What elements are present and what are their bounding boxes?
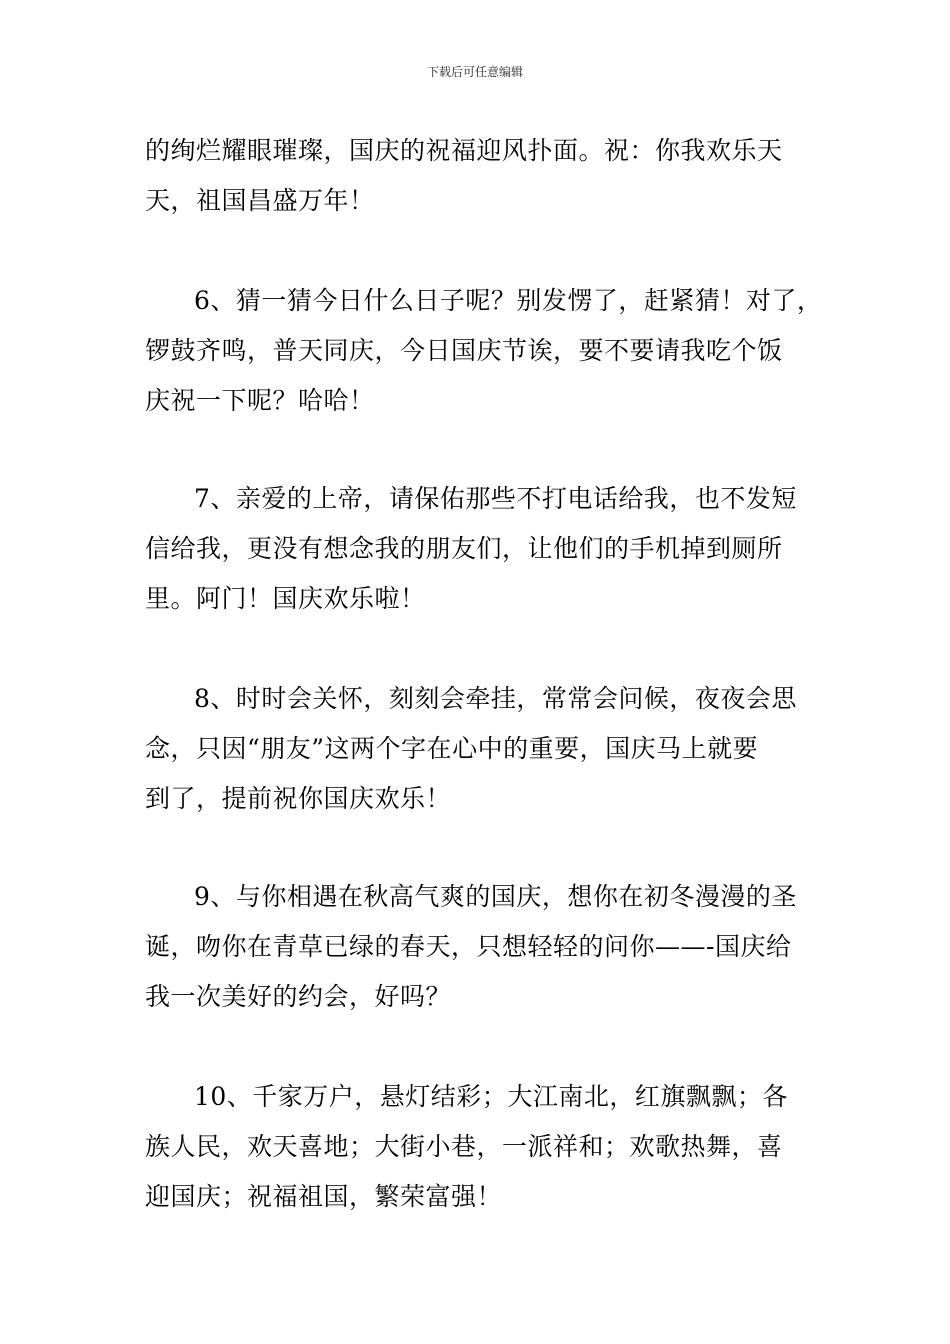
paragraph-line: 7、亲爱的上帝，请保佑那些不打电话给我，也不发短	[194, 484, 797, 513]
paragraph-line: 念，只因“朋友”这两个字在心中的重要，国庆马上就要	[145, 734, 759, 763]
paragraph-line: 信给我，更没有想念我的朋友们，让他们的手机掉到厕所	[145, 534, 783, 563]
paragraph-line: 的绚烂耀眼璀璨，国庆的祝福迎风扑面。祝：你我欢乐天	[145, 136, 783, 165]
paragraph-line: 9、与你相遇在秋高气爽的国庆，想你在初冬漫漫的圣	[194, 882, 797, 911]
header-note: 下载后可任意编辑	[426, 65, 523, 79]
paragraph-line: 诞，吻你在青草已绿的春天，只想轻轻的问你——-国庆给	[145, 932, 792, 961]
paragraph-line: 10、千家万户，悬灯结彩；大江南北，红旗飘飘；各	[194, 1082, 788, 1111]
paragraph-line: 8、时时会关怀，刻刻会牵挂，常常会问候，夜夜会思	[194, 684, 797, 713]
paragraph-line: 6、猜一猜今日什么日子呢？别发愣了，赶紧猜！对了，	[194, 286, 823, 315]
paragraph-line: 里。阿门！国庆欢乐啦！	[145, 584, 426, 613]
paragraph-line: 族人民，欢天喜地；大街小巷，一派祥和；欢歌热舞，喜	[145, 1132, 783, 1161]
paragraph-line: 锣鼓齐鸣，普天同庆，今日国庆节诶，要不要请我吃个饭	[145, 336, 783, 365]
paragraph-line: 庆祝一下呢？哈哈！	[145, 386, 375, 415]
paragraph-line: 到了，提前祝你国庆欢乐！	[145, 784, 452, 813]
paragraph-line: 迎国庆；祝福祖国，繁荣富强！	[145, 1182, 503, 1211]
paragraph-line: 天，祖国昌盛万年！	[145, 186, 375, 215]
paragraph-line: 我一次美好的约会，好吗？	[145, 982, 452, 1011]
